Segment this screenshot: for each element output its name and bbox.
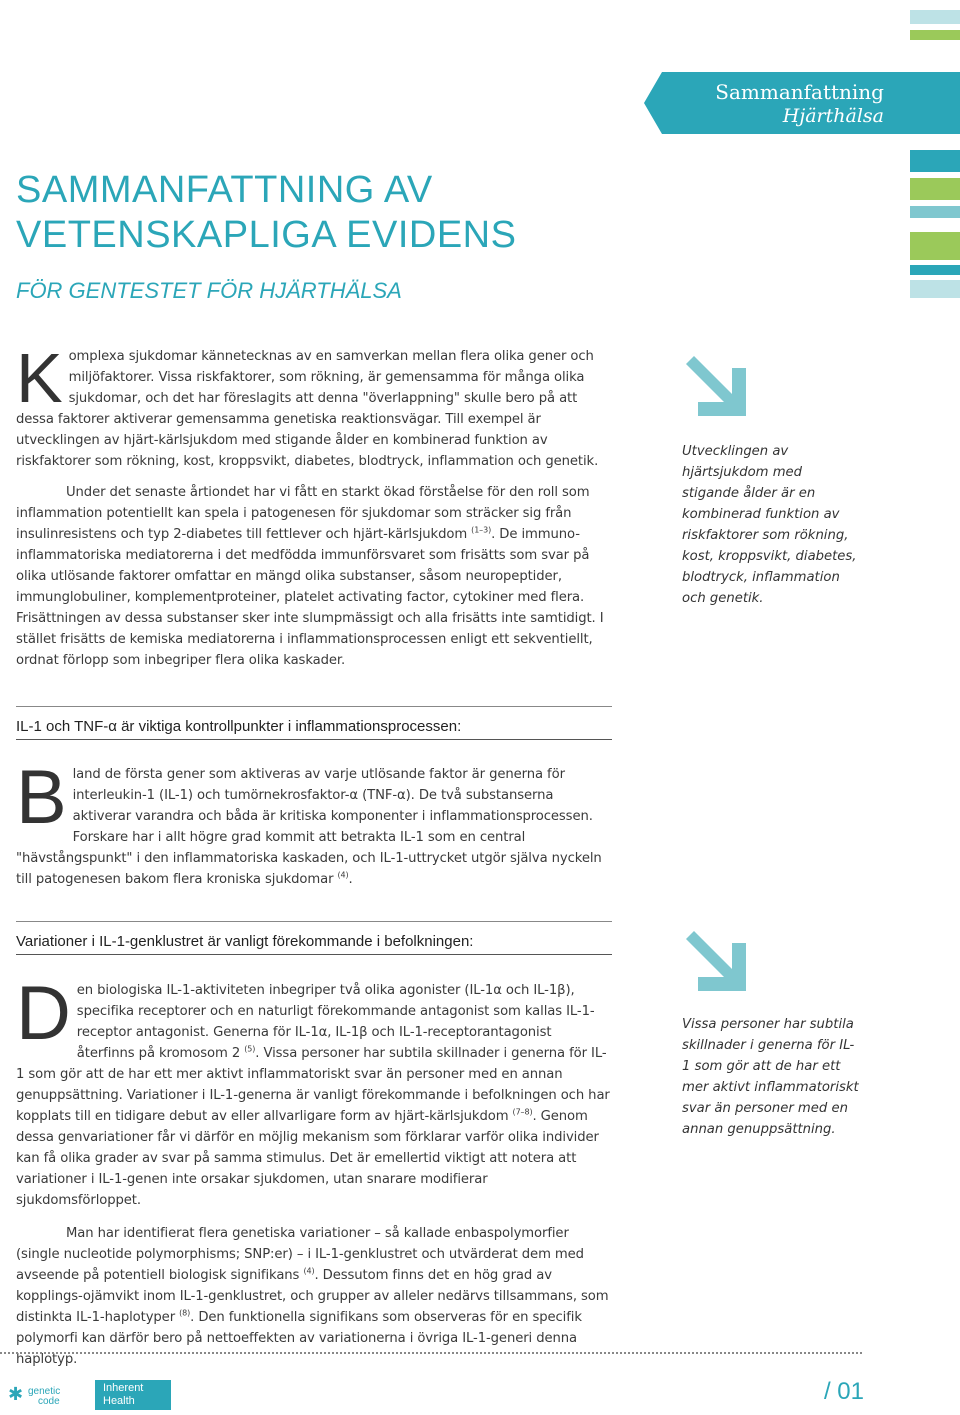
page-number: / 01 — [823, 1378, 864, 1405]
dropcap: B — [16, 755, 67, 840]
section-2-text — [16, 971, 612, 1370]
section-1-heading-wrap — [16, 718, 612, 740]
page-title-line1: SAMMANFATTNING AV — [16, 169, 433, 211]
inherent-health-logo: Inherent Health — [95, 1380, 171, 1410]
arrow-down-right-icon — [680, 925, 752, 997]
logo-mark-icon: ✱ — [8, 1384, 24, 1405]
section-1-text: Bland de första gener som aktiveras av varje utlösande faktor är generna för interleukin-1 (IL-1) och tumörnekrosfaktor-α (TNF-α). De två substanserna aktiverar varandra och båda är kritiska komponenter i inflammationsprocessen. Forskare har i allt högre grad kommit att betrakta IL-1 som en central "hävstångspunkt" i den inflammatoriska kaskaden, och IL-1-uttrycket utgör själva nyckeln till patogenesen bakom flera kroniska sjukdomar $^{(4)}$. — [16, 755, 602, 887]
genetic-code-logo: ✱ genetic code — [8, 1384, 61, 1407]
dropcap: K — [16, 339, 63, 417]
footer-divider — [0, 1352, 862, 1354]
dropcap: D — [16, 971, 71, 1056]
intro-text — [16, 339, 616, 671]
page-title — [16, 168, 516, 258]
section-2-paragraph-1: Den biologiska IL-1-aktiviteten inbegriper två olika agonister (IL-1α och IL-1β), specifika receptorer och en naturligt förekommande antagonist som kallas IL-1-receptor antagonist. Generna för IL-1α, IL-1β och IL-1-receptorantagonist återfinns på kromosom 2 $^{(5)}$. Vissa personer har subtila skillnader i generna för IL-1 som gör att de har ett mer aktivt inflammatoriskt svar än personer med en annan genuppsättning. Variationer i IL-1-generna är vanligt förekommande i befolkningen och har kopplats till en tidigare debut av eller allvarligare form av hjärt-kärlsjukdom $^{(7-8)}$. Genom dessa genvariationer får vi därför en möjlig mekanism som förklarar varför olika individer kan få olika grader av svar på samma stimulus. Det är emellertid viktigt att notera att variationer i IL-1-genen inte orsakar sjukdomen, utan snarare modifierar sjukdomsförloppet. — [16, 971, 610, 1208]
section-ribbon — [662, 72, 960, 134]
section-2-heading: Variationer i IL-1-genklustret är vanligt förekommande i befolkningen: — [16, 933, 612, 955]
section-2-paragraph-2: Man har identifierat flera genetiska variationer – så kallade enbaspolymorfier (single nucleotide polymorphisms; SNP:er) – i IL-1-genklustret och utvärderat dem med avseende på potentiell biologisk signifikans $^{(4)}$. Dessutom finns det en hög grad av kopplings-ojämvikt inom IL-1-genklustret, och grupper av alleler nedärvs tillsammans, som distinkta IL-1-haplotyper $^{(8)}$. Den funktionella signifikans som observeras för en specifik polymorfi kan därför bero på nettoeffekten av variationerna i övriga IL-1-generi denna haplotyp. — [16, 1226, 609, 1367]
page-subtitle: FÖR GENTESTET FÖR HJÄRTHÄLSA — [16, 278, 402, 303]
section-2-heading-wrap — [16, 933, 612, 955]
sidebar-note-2: Vissa personer har subtila skillnader i generna för IL-1 som gör att de har ett mer aktivt inflammatoriskt svar än personer med en annan genuppsättning. — [682, 1017, 859, 1137]
sidebar-note-1: Utvecklingen av hjärtsjukdom med stigande ålder är en kombinerad funktion av riskfaktorer som rökning, kost, kroppsvikt, diabetes, blodtryck, inflammation och genetik. — [682, 444, 857, 606]
intro-paragraph-1: Komplexa sjukdomar kännetecknas av en samverkan mellan flera olika gener och miljöfaktorer. Vissa riskfaktorer, som rökning, är gemensamma för många olika sjukdomar, och det har föreslagits att denna "överlappning" skulle bero på att dessa faktorer aktiverar gemensamma genetiska reaktionsvägar. Till exempel är utvecklingen av hjärt-kärlsjukdom med stigande ålder en kombinerad funktion av riskfaktorer som rökning, kost, kroppsvikt, diabetes, blodtryck, inflammation och genetik. — [16, 339, 599, 469]
intro-paragraph-2: Under det senaste årtiondet har vi fått en starkt ökad förståelse för den roll som inflammation potentiellt kan spela i patogenesen för sjukdomar som sträcker sig från insulinresistens och typ 2-diabetes till fettlever och hjärt-kärlsjukdom $^{(1-3)}$. De immuno-inflammatoriska mediatorerna i det medfödda immunförsvaret som frisätts som svar på olika utlösande faktorer omfattar en mängd olika substanser, såsom neuropeptider, immunglobuliner, komplementproteiner, platelet activating factor, cytokiner med flera. Frisättningen av dessa substanser sker inte slumpmässigt och alla frisätts inte samtidigt. I stället frisätts de kemiska mediatorerna i inflammationsprocessen enligt ett sekventiellt, ordnat förlopp som inbegriper flera olika kaskader. — [16, 485, 604, 668]
page-title-line2: VETENSKAPLIGA EVIDENS — [16, 214, 517, 256]
section-1-heading: IL-1 och TNF-α är viktiga kontrollpunkter i inflammationsprocessen: — [16, 718, 612, 740]
arrow-down-right-icon — [680, 350, 752, 422]
ribbon-subtitle: Hjärthälsa — [782, 105, 884, 127]
ribbon-title: Sammanfattning — [715, 80, 884, 104]
